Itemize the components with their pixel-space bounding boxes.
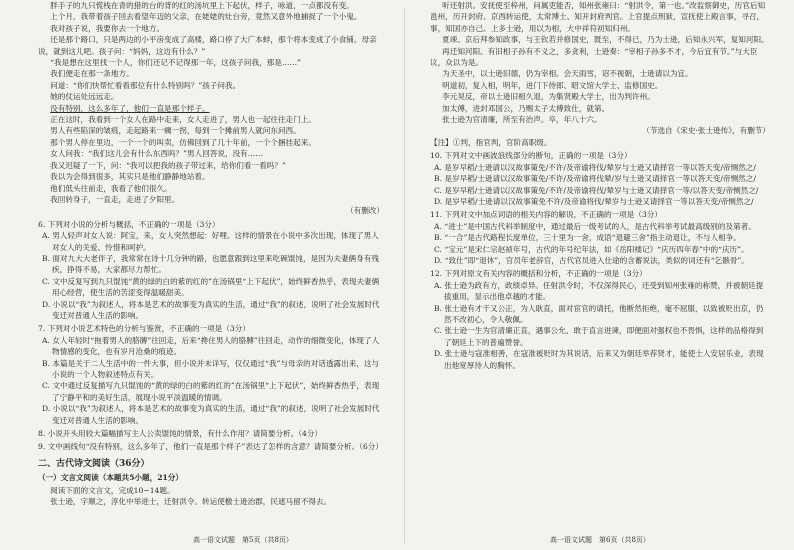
story-passage (38, 0, 384, 217)
story-line: 她的仗运处远远走。 (50, 92, 119, 102)
option-d: D. “致仕”即“退休”，官员年老辞官，古代官员进入仕途的含蓄说法，类似的词还有“乞骸骨”。 (434, 255, 749, 265)
option-a: A. 是岁早稻/士逊请以汉故事策免/不许/及帝谕将伐/辇岁与士逊又请择官一等以答天变/帝恻然之/ (434, 162, 756, 172)
question-stem: 10. 下列对文中画波浪线部分的断句，正确的一项是（3分） (430, 151, 632, 161)
story-line: 还是那个路口，只是两边的小平房变成了高楼，路口停了大广本蚌，那个将本变成了小食铺。母亲说，就到这儿吧。孩子问：“妈妈，这边有什么？” (38, 35, 377, 56)
passage-line: 夏竦、京后拜参知政事，与王钦若并修国史，既至，不得已，乃为士逊，后知永兴军，复知河阳。 (442, 35, 769, 45)
question-10 (430, 150, 770, 207)
story-source: （有删改） (346, 206, 384, 216)
story-line: 那个男人停在里边，一个一个的叫卖，仿佛回到了几十年前，一个个捆挂起来。 (50, 137, 316, 147)
option-a: A. “进士”是中国古代科举制度中，通过最后一级考试的人，是古代科举考试最高级别的及第者。 (434, 221, 756, 231)
question-stem: 11. 下列对文中加点词语的相关内容的解说，不正确的一项是（3分） (430, 210, 662, 220)
passage-line: 再迁知河阳。有旧相子孙有不义之，多贪利，士逊奏：“宰相子孙多不才，今后宜有节。”与大臣议，众以为是。 (430, 46, 758, 68)
question-7 (38, 323, 384, 426)
passage-line: 加太傅，进封邓国公，乃赐太子太傅致仕，就第。 (442, 103, 610, 113)
option-b: B. 张士逊有才干又公正，为人耿直，面对宦官的请托，他断然拒绝，毫不屈服，以致被贬出京，仍然不改初心，令人敬佩。 (434, 303, 764, 324)
question-11 (430, 209, 770, 266)
passage-line: 为天圣中，以士逊旧德，仍为宰相。会天雨雪，诏不视朝，士逊请以为宜。 (442, 69, 693, 79)
option-d: D. 小说以“我”为叙述人，将本是艺术的故事变为真实的生活，通过“我”的叙述，说明了社会发展时代变迁对普通人生活的影响。 (42, 299, 380, 320)
passage-line: 听还射洪。安抚使至梓州，问属吏能否，知州张雍曰：“射洪令，第一也。”改监察御史，历官后知邕州，历开封府、京西转运使，太常博士、知开封府判官。上官提点刑狱，宣抚使上殿言事，寻召，事，知国亦自己。上多士逊，用以为相，大中祥符初知归州。 (430, 1, 766, 33)
question-stem: 12. 下列对原文有关内容的概括和分析，不正确的一项是（3分） (430, 269, 647, 279)
passage-line: 明道初，复入相，明年，进门下侍郎、昭文馆大学士、监修国史。 (442, 80, 663, 90)
underlined-sentence: 没有特别，这么多年了，他们一直是那个样子。 (50, 103, 210, 113)
story-line: 上个月，我带着孩子回去看望年迈的父亲，在姥姥的灶台旁，竟然又意外地捕捉了一个小鬼。 (50, 12, 362, 22)
page-divider (404, 8, 405, 543)
story-line: 胖手子的九只慌栈在青的猎的台的背的红的汤坑里上下起伏，样子，咏道，一点都没有变。 (50, 1, 354, 10)
page-footer: 高一语文试题 第5页（共8页） (193, 535, 293, 544)
option-c: C. 文中通过反复描写九只馄饨的“黄的绿的白的紫的红的”在汤锅里“上下起伏”，始终鲜香热乎，表现了宁静平和的美好生活，展现小说平淡温暖的情调。 (42, 381, 380, 402)
passage-line: 张士逊为官清廉，所至有治声。卒，年八十六。 (442, 115, 602, 125)
page-footer: 高一语文试题 第6页（共8页） (550, 535, 650, 544)
passage-note: 【注】①判，指官判，官阶高职级。 (430, 137, 552, 147)
question-8: 8. 小说开头用较大篇幅描写主人公卖馄饨的情景，有什么作用？请简要分析。（4分） (38, 429, 323, 439)
story-line: 我以为会得到很多，其实只是他们静静地站着。 (50, 172, 210, 182)
option-a: A. 张士逊为政有方，政绩卓异。任射洪令时，不仅深得民心，还受到知州张雍的称赞，并被朝廷提拔重用，显示出他卓越的才能。 (434, 280, 764, 302)
option-d: D. 是岁早稻/士逊请以汉故事策免不许/及帝谕将伐/辇岁与士逊又请择官一等以答天变/帝恻然之/ (434, 196, 754, 206)
passage-line: 张士逊，字顺之，淳化中举进士，迁射洪令。转运使檄士逊治郡，民遮马留不得去。 (50, 497, 332, 507)
section-heading: 二、古代诗文阅读（36分） (38, 458, 150, 469)
passage-line: 李元昊反，帝以士逊旧相久退，为集贤殿大学士，出为判许州。 (442, 92, 655, 102)
story-line: “我是想在这里找一个人，你们还记不记得那一年，这孩子问我，那是……” (50, 58, 301, 68)
option-b: B. 面对九大大老伴子，我常常在诗十几分钟的路，也愿意跟到这里来吃碗馄饨，是因为夫妻俩身有残疾，挣得不易，大家都尽力帮忙。 (42, 253, 379, 275)
story-line: 正在这时，我看到一个女人在路中走来，女人走进了，男人也一起往往走门上。 (50, 115, 316, 125)
story-line: 我对孩子说，我要你去一个地方。 (50, 23, 165, 33)
option-d: D. 张士逊与寇准相善，在寇准被贬时为其说话，后来又为朝廷举荐贤才，能使士人安居乐业，表现出他宽厚待人的胸怀。 (434, 349, 764, 370)
story-line: 我们便走在那一条地方。 (50, 69, 134, 79)
story-line: 他们低头往前走，我看了他们很久。 (50, 183, 172, 193)
question-stem: 7. 下列对小说艺术特色的分析与鉴赏，不正确的一项是（3分） (38, 324, 250, 334)
story-line: 我回转身子，一直走，走进了夕阳里。 (50, 194, 180, 204)
option-b: B. 本篇是关于二人生活中的一件大事，但小说并未详写，仅仅通过“我”与母亲的对话透露出来，这与小说的一个人物叙述特点有关。 (42, 358, 380, 379)
subsection-heading: （一）文言文阅读（本题共5小题，21分） (38, 473, 183, 483)
option-b: B. “一合”是古代路程长度单位，三十里为一舍，成语“退避三舍”指主动退让，不与人相争。 (434, 233, 741, 243)
question-6 (38, 219, 384, 322)
story-line: 男人有些陷深的皱痕，走起路来一瘸一拐，每到一个摊前男人就问东问西。 (50, 126, 301, 136)
left-page (38, 0, 384, 550)
option-c: C. 文中反复写到九只馄饨“黄的绿的白的紫的红的”在汤锅里“上下起伏”，始终鲜香热乎，表现夫妻俩用心经营，使生活的苦涩变得温暖甜美。 (42, 276, 380, 298)
story-line: 我又迟疑了一下，问：“我可以把我的孩子带过来，给你们看一看吗？” (50, 160, 286, 170)
option-d: D. 小说以“我”为叙述人，将本是艺术的故事变为真实的生活，通过“我”的叙述，说明了社会发展时代变迁对普通人生活的影响。 (42, 404, 380, 425)
option-b: B. 是岁早稻/士逊请以汉故事策免/不许/及帝谕将伐辇/岁与士逊又请择官一等以答天变/帝恻然之/ (434, 174, 756, 184)
question-9: 9. 文中画线句“没有特别，这么多年了，他们一直是那个样子”表达了怎样的含意？请简要分析。（6分） (38, 442, 383, 452)
question-stem: 6. 下列对小说的分析与概括，不正确的一项是（3分） (38, 219, 220, 229)
option-a: A. 男人轻声对女人说：阿宝，来，女人突然想起：好哩。这样的情景在小说中多次出现，体现了男人对女人的关爱、怜惜和呵护。 (42, 231, 379, 252)
question-12 (430, 268, 770, 371)
option-c: C. “宝元”是宋仁宗赵祯年号，古代的年号纪年法，如《岳阳楼记》“庆历四年春”中的“庆历”。 (434, 244, 749, 254)
right-page (430, 0, 770, 550)
passage-instruction: 阅读下面的文言文，完成10~14题。 (50, 485, 175, 495)
story-line: 女人问我：“我们这儿会有什么东西吗？”男人回答说，没有…… (50, 149, 263, 159)
option-a: A. 女人年轻时“拖着男人的胳膊”往回走，后来“搀住男人的胳膊”往回走，动作的细微变化，体现了人物情感的变化，也有岁月沧桑的痕迹。 (42, 335, 380, 357)
story-line: 问道：“你们快帮忙看看那位有什么特别吗？”孩子问我。 (50, 80, 241, 90)
option-c: C. 是岁早稻/士逊请以汉故事策免/不许/及帝谕将伐/辇岁与士逊又请择官一等/以答天变/帝恻然之/ (434, 185, 759, 195)
option-c: C. 张士逊一生为官清廉正直，遇事公允，敢于直言进谏，即便面对强权也不畏惧，这样的品格得到了朝廷上下的普遍赞誉。 (434, 326, 764, 347)
passage-source: （节选自《宋史·张士逊传》，有删节） (642, 126, 770, 136)
classical-passage (430, 0, 770, 137)
